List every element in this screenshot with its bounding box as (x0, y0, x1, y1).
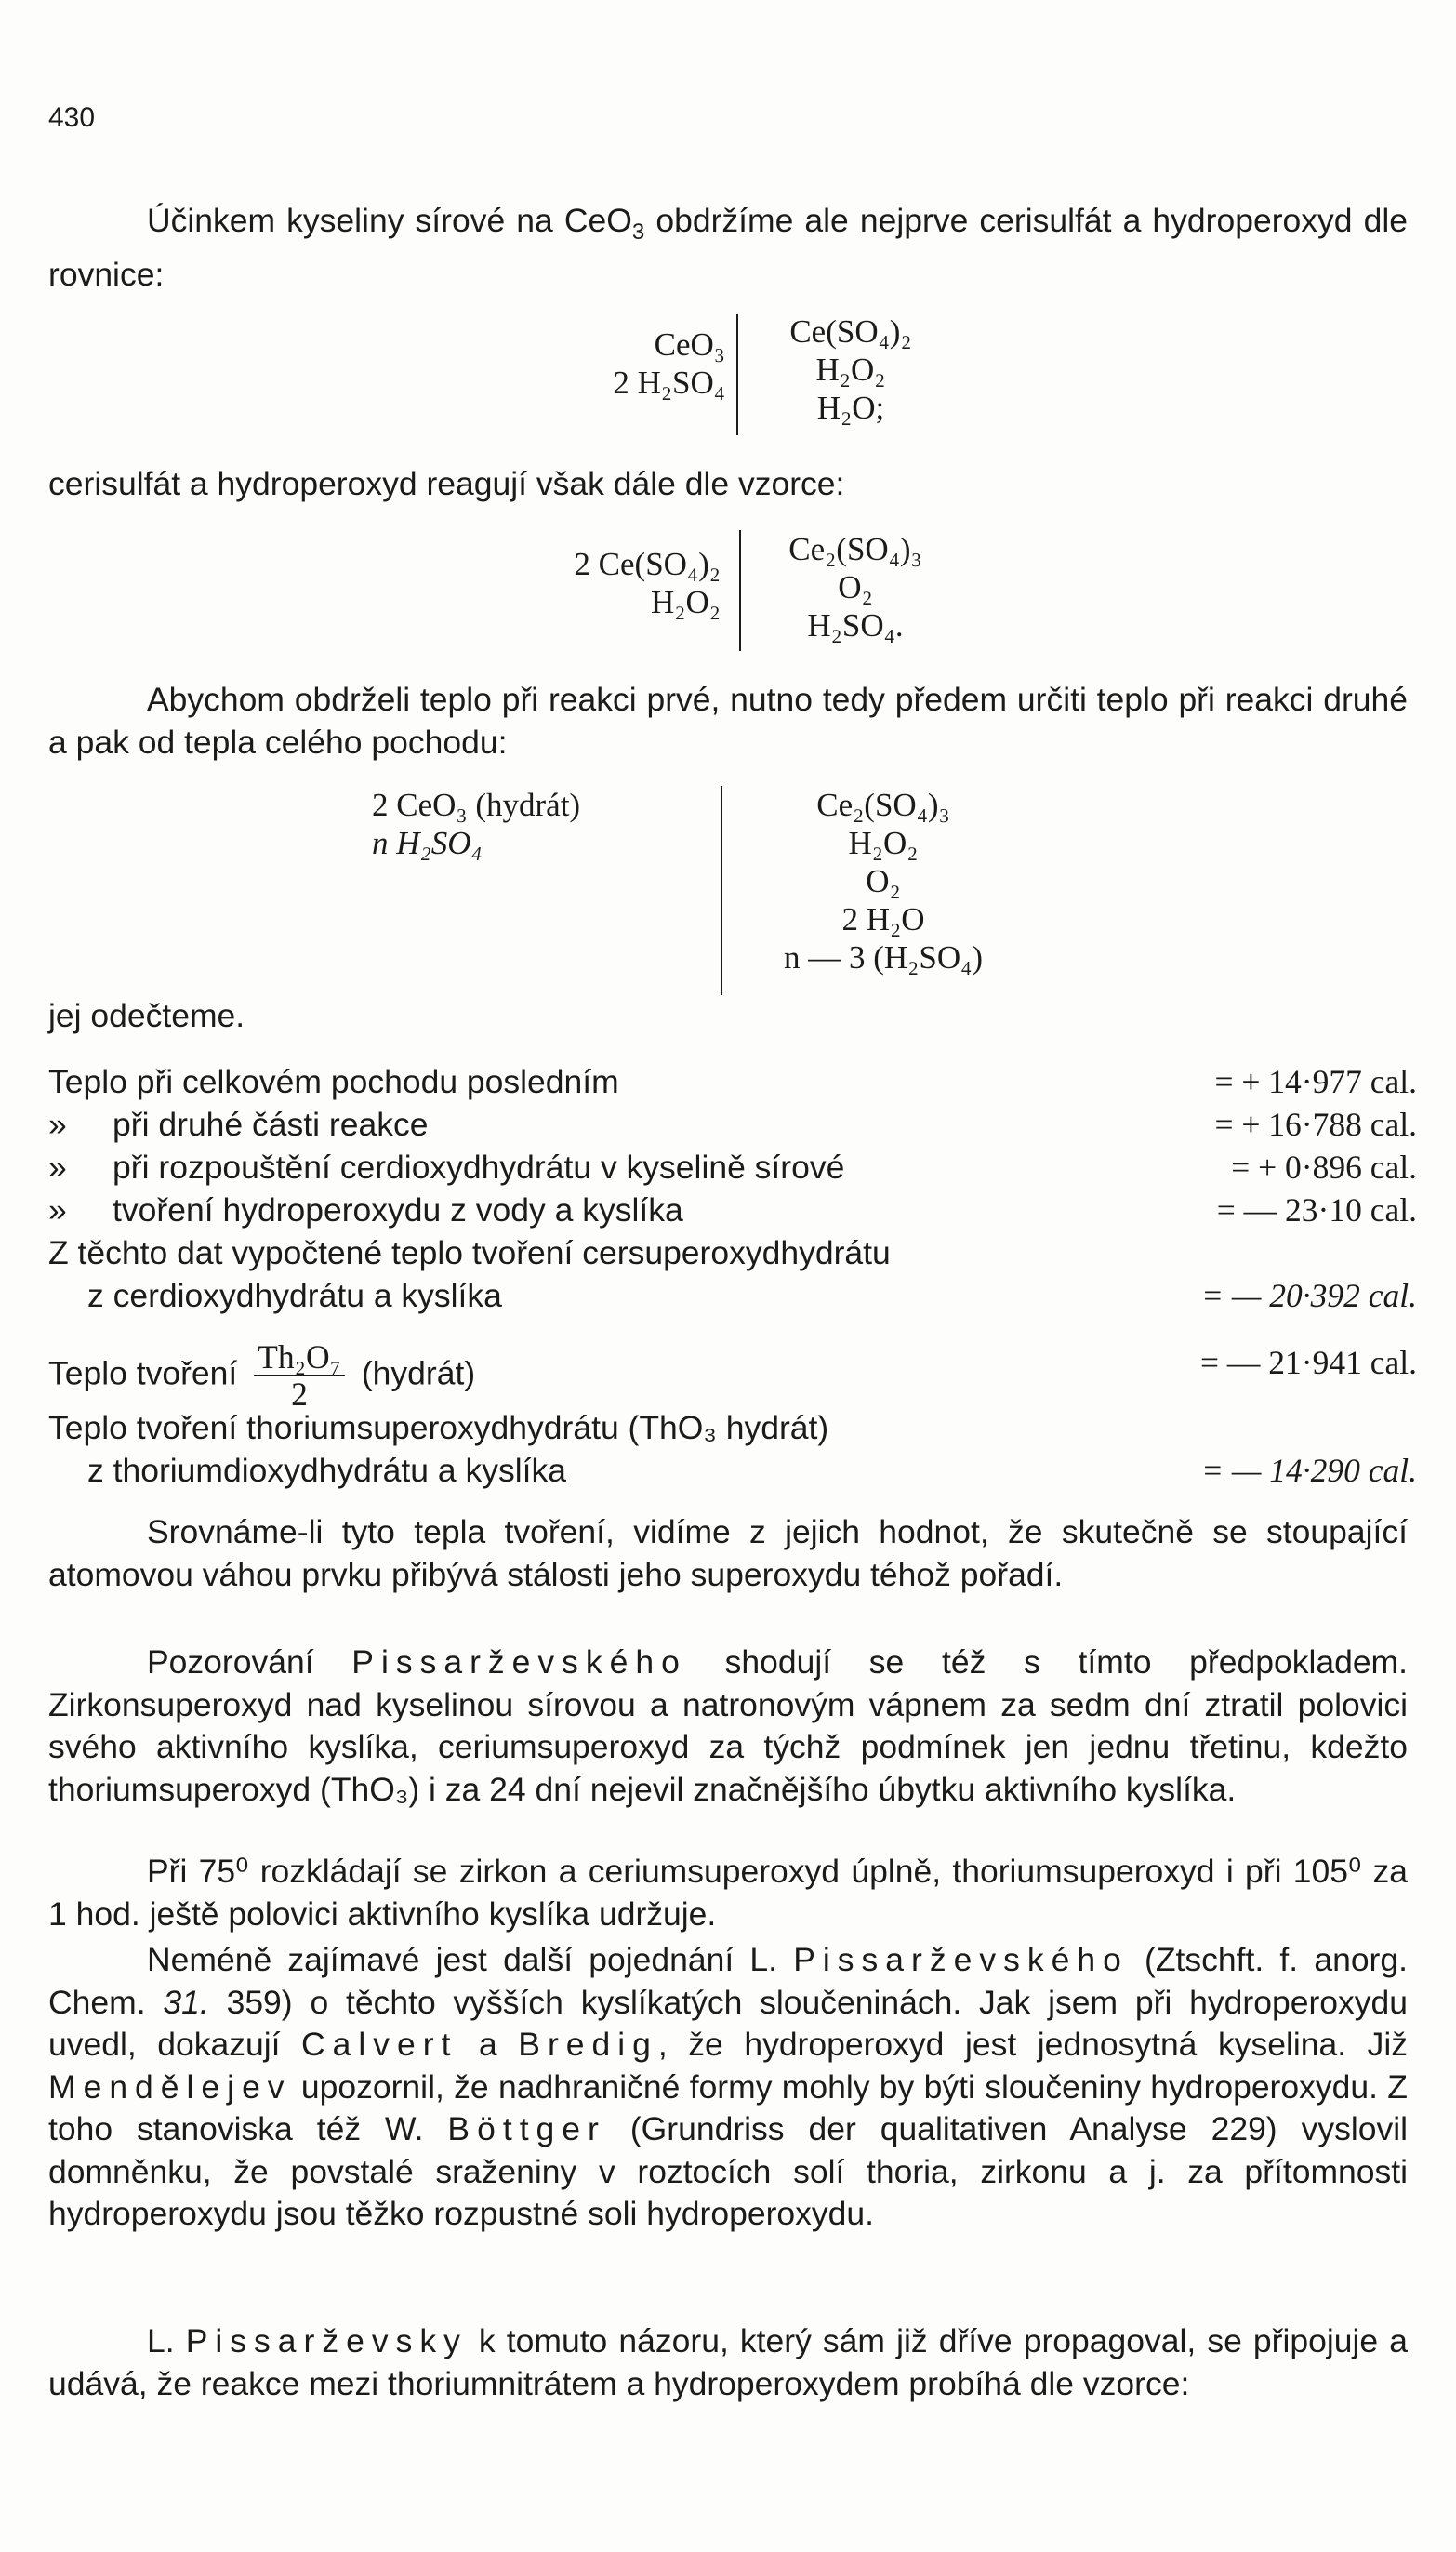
computed-heat-line-1: Z těchto dat vypočtené teplo tvoření cersuperoxydhydrátu (48, 1234, 891, 1271)
author-name: Bredig (518, 2026, 658, 2063)
author-name: Pissarževského (351, 1643, 687, 1681)
heat-row: » při rozpouštění cerdioxydhydrátu v kyselině sírové = + 0·896 cal. (48, 1149, 1417, 1186)
thorium-heptoxide-row: Teplo tvoření $\frac{\text{Th₂O₇}}{2}$ (hydrát) = — 21·941 cal. (48, 1338, 1417, 1413)
heat-row: Teplo při celkovém pochodu posledním = + 14·977 cal. (48, 1063, 1417, 1100)
equation-2-left: 2 Ce(SO₄)₂ H₂O₂ (574, 546, 721, 620)
equation-1-divider (736, 314, 738, 435)
paragraph-4: jej odečteme. (48, 997, 245, 1034)
equation-3-divider (721, 786, 722, 995)
page-number: 430 (48, 102, 96, 133)
equation-2-divider (739, 530, 741, 651)
author-name: Mendělejev (48, 2067, 292, 2106)
author-name: Calvert (301, 2026, 458, 2063)
equation-1-left: CeO₃ 2 H₂SO₄ (613, 326, 725, 401)
intro-paragraph: Účinkem kyseliny sírové na CeO$_3$ obdržíme ale nejprve cerisulfát a hydroperoxyd dle rovnice: (48, 202, 1408, 293)
author-name: Böttger (447, 2110, 606, 2147)
paragraph-observation: Pozorování Pissarževského shodují se též s tímto předpokladem. Zirkonsuperoxyd nad kyselinou sírovou a natronovým vápnem za sedm dní ztratil polovici svého aktivního kyslíka, ceriumsuperoxyd za týchž podmínek jen jednu třetinu, kdežto thoriumsuperoxyd (ThO₃) i za 24 dní nejevil značnějšího úbytku aktivního kyslíka. (48, 1643, 1408, 1808)
equation-3-right: Ce₂(SO₄)₃ H₂O₂ O₂ 2 H₂O n — 3 (H₂SO₄) (784, 787, 983, 976)
heat-row: » tvoření hydroperoxydu z vody a kyslíka = — 23·10 cal. (48, 1191, 1417, 1229)
paragraph-comparison: Srovnáme-li tyto tepla tvoření, vidíme z jejich hodnot, že skutečně se stoupající atomovou váhou prvku přibývá stálosti jeho superoxydu téhož pořadí. (48, 1513, 1408, 1593)
fraction: $\frac{\text{Th₂O₇}}{2}$ (254, 1339, 345, 1412)
author-name: Pissarževsky (185, 2322, 468, 2359)
equation-2-right: Ce₂(SO₄)₃ O₂ H₂SO₄. (788, 531, 922, 644)
computed-heat-line-2: z cerdioxydhydrátu a kyslíka = — 20·392 cal. (87, 1277, 1417, 1314)
paragraph-discussion: Neméně zajímavé jest další pojednání L. Pissarževského (Ztschft. f. anorg. Chem. 31. 359) o těchto vyšších kyslíkatých sloučeninách. Jak jsem při hydroperoxydu uvedl, dokazují Calvert a Bredig, že hydroperoxyd jest jednosytná kyselina. Již Mendělejev upozornil, že nadhraničné formy mohly by býti sloučeniny hydroperoxydu. Z toho stanoviska též W. Böttger (Grundriss der qualitativen Analyse 229) vyslovil domněnku, že povstalé sraženiny v roztocích solí thoria, zirkonu a j. za přítomnosti hydroperoxydu jsou těžko rozpustné soli hydroperoxydu. (48, 1941, 1409, 2232)
equation-1-right: Ce(SO₄)₂ H₂O₂ H₂O; (789, 313, 912, 426)
paragraph-decomposition: Při 75⁰ rozkládají se zirkon a ceriumsuperoxyd úplně, thoriumsuperoxyd i při 105⁰ za 1 hod. ještě polovici aktivního kyslíka udržuje. (48, 1853, 1408, 1933)
author-name: Pissarževského (793, 1941, 1129, 1978)
equation-3-left: 2 CeO₃ (hydrát) n H₂SO₄ (372, 787, 581, 861)
paragraph-3: Abychom obdrželi teplo při reakci prvé, nutno tedy předem určiti teplo při reakci druhé a pak od tepla celého pochodu: (48, 681, 1408, 761)
thorium-heat-line-1: Teplo tvoření thoriumsuperoxydhydrátu (ThO₃ hydrát) (48, 1409, 829, 1446)
thorium-heat-line-2: z thoriumdioxydhydrátu a kyslíka = — 14·290 cal. (87, 1452, 1417, 1489)
heat-row: » při druhé části reakce = + 16·788 cal. (48, 1106, 1417, 1143)
paragraph-2: cerisulfát a hydroperoxyd reagují však dále dle vzorce: (48, 465, 845, 502)
paragraph-formula-intro: L. Pissarževsky k tomuto názoru, který sám již dříve propagoval, se připojuje a udává, že reakce mezi thoriumnitrátem a hydroperoxydem probíhá dle vzorce: (48, 2322, 1408, 2402)
